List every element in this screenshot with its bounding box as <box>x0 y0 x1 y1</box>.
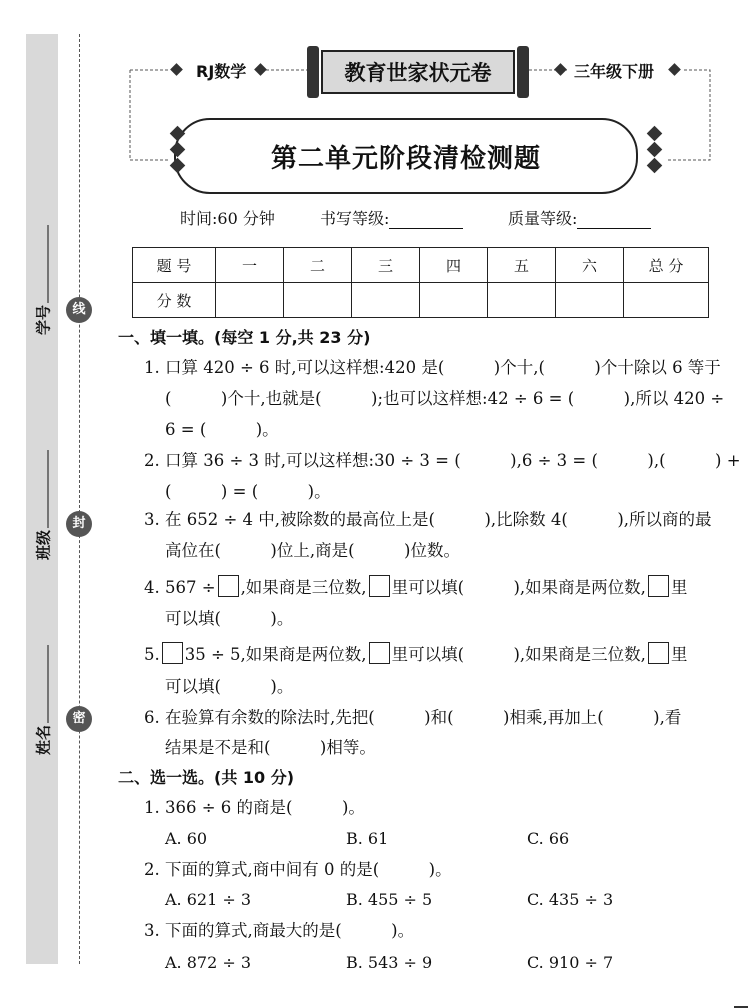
q5-part: 5. <box>144 645 160 664</box>
section-1-heading: 一、填一填。(每空 1 分,共 23 分) <box>118 328 371 347</box>
question-stem: 2. 下面的算式,商中间有 0 的是( )。 <box>144 860 452 879</box>
section-2-heading: 二、选一选。(共 10 分) <box>118 768 295 787</box>
question-line: 3. 在 652 ÷ 4 中,被除数的最高位上是( ),比除数 4( ),所以商的最 <box>144 510 712 529</box>
score-cell[interactable] <box>556 283 624 318</box>
table-header-cell: 题 号 <box>133 248 216 283</box>
table-header-cell: 四 <box>420 248 488 283</box>
question-line: 1. 口算 420 ÷ 6 时,可以这样想:420 是( )个十,( )个十除以 6 等于 <box>144 358 721 377</box>
scroll-rod-left-icon <box>307 46 319 98</box>
question-line: 6 = ( )。 <box>165 420 279 439</box>
table-header-cell: 总 分 <box>624 248 709 283</box>
student-id-field[interactable] <box>33 225 54 335</box>
student-id-label: 学号 <box>34 304 53 336</box>
class-label: 班级 <box>34 529 53 561</box>
table-header-cell: 六 <box>556 248 624 283</box>
series-scroll <box>307 46 529 98</box>
writing-grade-label: 书写等级: <box>320 209 390 228</box>
answer-box[interactable] <box>648 642 669 664</box>
score-cell[interactable] <box>488 283 556 318</box>
quality-grade-label: 质量等级: <box>508 209 578 228</box>
table-header-cell: 二 <box>284 248 352 283</box>
question-line: ( )个十,也就是( );也可以这样想:42 ÷ 6 = ( ),所以 420 ÷ <box>165 389 725 408</box>
seal-line-icon: 线 <box>66 297 92 323</box>
answer-box[interactable] <box>648 575 669 597</box>
question-stem: 1. 366 ÷ 6 的商是( )。 <box>144 798 365 817</box>
q4-part: 里可以填( ),如果商是两位数, <box>391 578 646 597</box>
question-line: ( ) = ( )。 <box>165 482 331 501</box>
writing-grade-field[interactable] <box>320 206 463 229</box>
q4-part: 里 <box>670 578 688 597</box>
quality-grade-field[interactable] <box>508 206 651 229</box>
name-blank[interactable] <box>48 645 49 723</box>
q4-part: ,如果商是三位数, <box>240 578 367 597</box>
option-c[interactable]: C. 910 ÷ 7 <box>527 953 614 972</box>
question-line: 可以填( )。 <box>165 677 294 696</box>
question-stem: 3. 下面的算式,商最大的是( )。 <box>144 921 415 940</box>
question-line: 可以填( )。 <box>165 609 294 628</box>
option-b[interactable]: B. 543 ÷ 9 <box>346 953 433 972</box>
q5-part: 里可以填( ),如果商是三位数, <box>391 645 646 664</box>
seal-seal-icon: 封 <box>66 511 92 537</box>
score-table <box>132 247 709 318</box>
option-a[interactable]: A. 872 ÷ 3 <box>165 953 252 972</box>
table-header-cell: 一 <box>216 248 284 283</box>
option-a[interactable]: A. 60 <box>165 829 208 848</box>
quality-grade-blank[interactable] <box>577 228 651 229</box>
series-title: 教育世家状元卷 <box>321 50 515 94</box>
question-line: 2. 口算 36 ÷ 3 时,可以这样想:30 ÷ 3 = ( ),6 ÷ 3 = ( ),( ) + <box>144 451 741 470</box>
student-id-blank[interactable] <box>48 225 49 303</box>
answer-box[interactable] <box>218 575 239 597</box>
score-cell[interactable] <box>420 283 488 318</box>
name-field[interactable] <box>33 645 54 755</box>
table-row <box>133 283 709 318</box>
score-cell[interactable] <box>284 283 352 318</box>
name-label: 姓名 <box>34 724 53 756</box>
answer-box[interactable] <box>369 642 390 664</box>
option-b[interactable]: B. 61 <box>346 829 389 848</box>
score-cell[interactable] <box>352 283 420 318</box>
q4-part: 4. 567 ÷ <box>144 578 216 597</box>
subject-tag: RJ数学 <box>196 62 247 81</box>
option-b[interactable]: B. 455 ÷ 5 <box>346 890 433 909</box>
question-4 <box>144 575 687 599</box>
table-row <box>133 248 709 283</box>
q5-part: 里 <box>670 645 688 664</box>
table-header-cell: 五 <box>488 248 556 283</box>
answer-box[interactable] <box>369 575 390 597</box>
score-cell[interactable] <box>216 283 284 318</box>
seal-secret-icon: 密 <box>66 706 92 732</box>
question-line: 高位在( )位上,商是( )位数。 <box>165 541 460 560</box>
grade-tag: 三年级下册 <box>574 62 655 81</box>
question-5 <box>144 642 687 666</box>
option-c[interactable]: C. 435 ÷ 3 <box>527 890 614 909</box>
question-line: 6. 在验算有余数的除法时,先把( )和( )相乘,再加上( ),看 <box>144 708 682 727</box>
score-cell[interactable] <box>624 283 709 318</box>
scroll-rod-right-icon <box>517 46 529 98</box>
writing-grade-blank[interactable] <box>389 228 463 229</box>
page-title: 第二单元阶段清检测题 <box>174 118 638 194</box>
option-a[interactable]: A. 621 ÷ 3 <box>165 890 252 909</box>
q5-part: 35 ÷ 5,如果商是两位数, <box>184 645 367 664</box>
score-row-label: 分 数 <box>133 283 216 318</box>
table-header-cell: 三 <box>352 248 420 283</box>
class-field[interactable] <box>33 450 54 560</box>
time-info: 时间:60 分钟 <box>180 209 275 228</box>
question-line: 结果是不是和( )相等。 <box>165 738 376 757</box>
answer-box[interactable] <box>162 642 183 664</box>
class-blank[interactable] <box>48 450 49 528</box>
option-c[interactable]: C. 66 <box>527 829 570 848</box>
